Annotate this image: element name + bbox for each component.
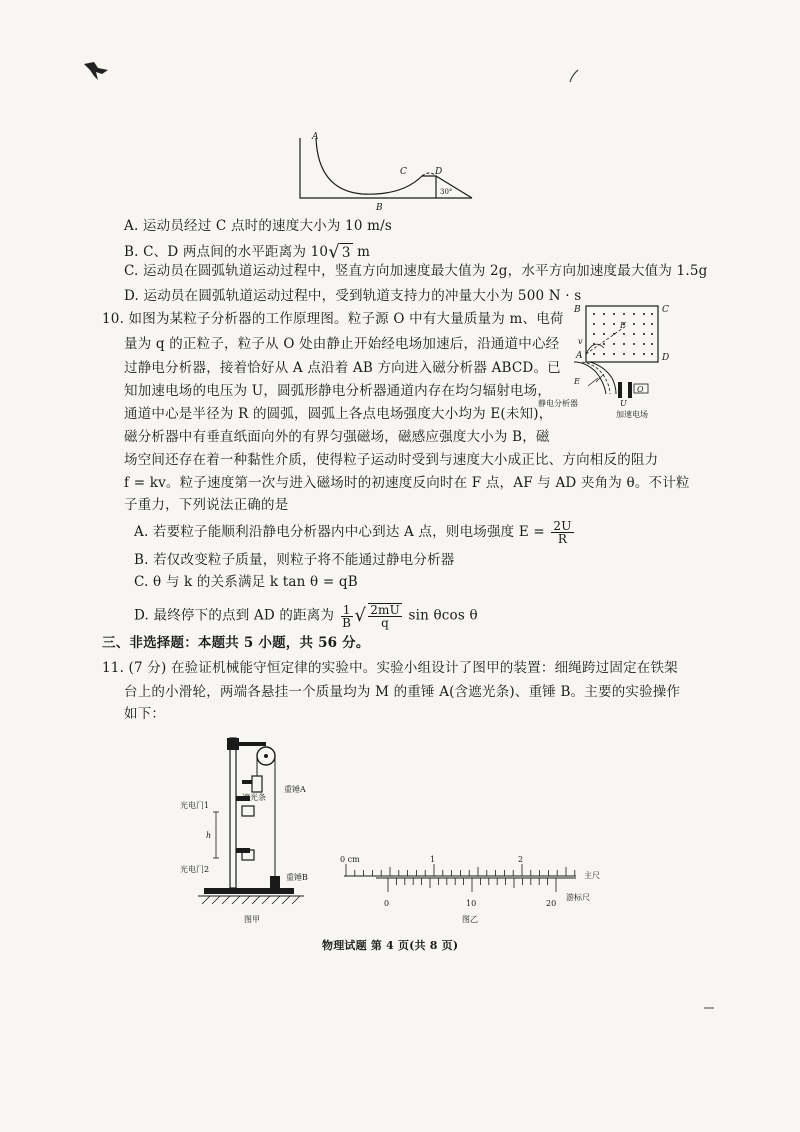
fig-jia-h: h <box>206 831 212 840</box>
q9-option-b-rad: 3 <box>341 245 351 261</box>
fig10-label-A: A <box>576 351 583 361</box>
fig10-label-F: F <box>620 321 626 330</box>
vernier-caption: 图乙 <box>462 915 478 924</box>
q10-option-d-frac <box>341 604 353 629</box>
q10-option-b: B. 若仅改变粒子质量，则粒子将不能通过静电分析器 <box>134 552 455 568</box>
vernier-vernier-label: 游标尺 <box>566 893 590 902</box>
q10-line-9: 子重力，下列说法正确的是 <box>124 497 289 513</box>
q9-option-b-post: m <box>352 244 371 260</box>
q10-line-3: 过静电分析器，接着恰好从 A 点沿着 AB 方向进入磁分析器 ABCD。已 <box>124 360 561 376</box>
q10-line-7: 场空间还存在着一种黏性介质，使得粒子运动时受到与速度大小成正比、方向相反的阻力 <box>124 452 659 468</box>
q10-option-a <box>134 520 576 545</box>
q9-option-b: B. C、D 两点间的水平距离为 10√ 3 m <box>124 241 371 263</box>
q10-line-1: 10. 如图为某粒子分析器的工作原理图。粒子源 O 中有大量质量为 m、电荷 <box>102 311 564 327</box>
q10-option-d-sqrt-den: q <box>381 616 390 630</box>
fig10-caption-1: 静电分析器 <box>538 399 578 408</box>
fig-jia-weightB: 重锤B <box>286 873 308 882</box>
q10-option-d-pre: D. 最终停下的点到 AD 的距离为 <box>134 607 335 624</box>
q11-line-3: 如下： <box>124 706 166 722</box>
label-angle: 30° <box>440 188 453 196</box>
vernier-t1: 1 <box>430 855 436 864</box>
vernier-main-label: 主尺 <box>584 871 600 880</box>
section-3-heading: 三、非选择题：本题共 5 小题，共 56 分。 <box>102 635 370 651</box>
label-D: D <box>435 167 443 177</box>
q10-option-d: D. 最终停下的点到 AD 的距离为 $\frac{1}{B}$ √ $\frac{2mU}{q}$ sin θcos θ <box>134 602 478 630</box>
q10-line-6: 磁分析器中有垂直纸面向外的有界匀强磁场，磁感应强度大小为 B，磁 <box>124 429 550 445</box>
q11-line-1: 11. (7 分) 在验证机械能守恒定律的实验中。实验小组设计了图甲的装置：细绳跨过固定在铁架 <box>102 660 678 676</box>
fig10-label-D: D <box>662 353 670 363</box>
q10-option-a-pre: A. 若要粒子能顺利沿静电分析器内中心到达 A 点，则电场强度 E = <box>134 524 545 540</box>
fig-jia-shade: 遮光条 <box>242 793 266 802</box>
q10-option-a-frac <box>551 520 573 545</box>
label-B: B <box>376 203 383 212</box>
q10-option-d-sqrt-num: 2mU <box>370 603 400 617</box>
margin-mark <box>704 996 714 1015</box>
track-figure <box>290 130 480 212</box>
fig-jia-caption: 图甲 <box>244 915 260 924</box>
fig10-label-v: v <box>578 337 583 346</box>
q10-line-8: f = kv。粒子速度第一次与进入磁场时的初速度反向时在 F 点，AF 与 AD 夹角为 θ。不计粒 <box>124 475 690 491</box>
q10-line-2: 量为 q 的正粒子，粒子从 O 处由静止开始经电场加速后，沿通道中心经 <box>124 336 560 352</box>
q10-option-d-frac-num: 1 <box>342 602 351 617</box>
fig-jia-gate2: 光电门2 <box>180 865 210 874</box>
vernier-figure <box>336 848 616 938</box>
q10-option-d-post: sin θcos θ <box>408 607 478 624</box>
q10-line-4: 知加速电场的电压为 U，圆弧形静电分析器通道内存在均匀辐射电场， <box>124 383 552 399</box>
fig10-label-O: O <box>637 385 644 394</box>
page-footer: 物理试题 第 4 页(共 8 页) <box>322 939 459 952</box>
fig-jia-weightA: 重锤A <box>284 785 306 794</box>
fig10-label-U: U <box>620 399 627 408</box>
fig10-label-E: E <box>574 377 580 386</box>
label-C: C <box>400 167 407 177</box>
q10-option-c: C. θ 与 k 的关系满足 k tan θ = qB <box>134 574 358 590</box>
fig10-caption-2: 加速电场 <box>616 410 648 419</box>
vernier-v0: 0 <box>384 899 390 908</box>
q10-line-5: 通道中心是半径为 R 的圆弧，圆弧上各点电场强度大小均为 E(未知)， <box>124 406 553 422</box>
fig10-label-B: B <box>574 305 581 315</box>
apparatus-figure <box>180 728 320 928</box>
vernier-v20: 20 <box>546 899 557 908</box>
q10-option-d-frac-den: B <box>342 615 352 630</box>
vernier-t0: 0 cm <box>340 855 360 864</box>
vernier-v10: 10 <box>466 899 477 908</box>
fig10-label-C: C <box>662 305 669 315</box>
particle-analyzer-figure <box>534 300 674 420</box>
label-A: A <box>312 132 319 142</box>
q9-option-c: C. 运动员在圆弧轨道运动过程中，竖直方向加速度最大值为 2g，水平方向加速度最大值为 1.5g <box>124 263 708 279</box>
q9-option-b-pre: B. C、D 两点间的水平距离为 10 <box>124 244 329 260</box>
fig-jia-gate1: 光电门1 <box>180 801 210 810</box>
q11-line-2: 台上的小滑轮，两端各悬挂一个质量均为 M 的重锤 A(含遮光条)、重锤 B。主要的实验操作 <box>124 684 681 700</box>
q9-option-a: A. 运动员经过 C 点时的速度大小为 10 m/s <box>124 218 392 234</box>
q10-option-d-sqrt <box>368 603 402 629</box>
q9-option-d: D. 运动员在圆弧轨道运动过程中，受到轨道支持力的冲量大小为 500 N · s <box>124 288 582 304</box>
q10-option-a-den: R <box>557 532 568 546</box>
bird-smudge <box>82 58 112 86</box>
pen-mark <box>568 68 580 87</box>
q10-option-a-num: 2U <box>553 519 572 533</box>
vernier-t2: 2 <box>518 855 524 864</box>
